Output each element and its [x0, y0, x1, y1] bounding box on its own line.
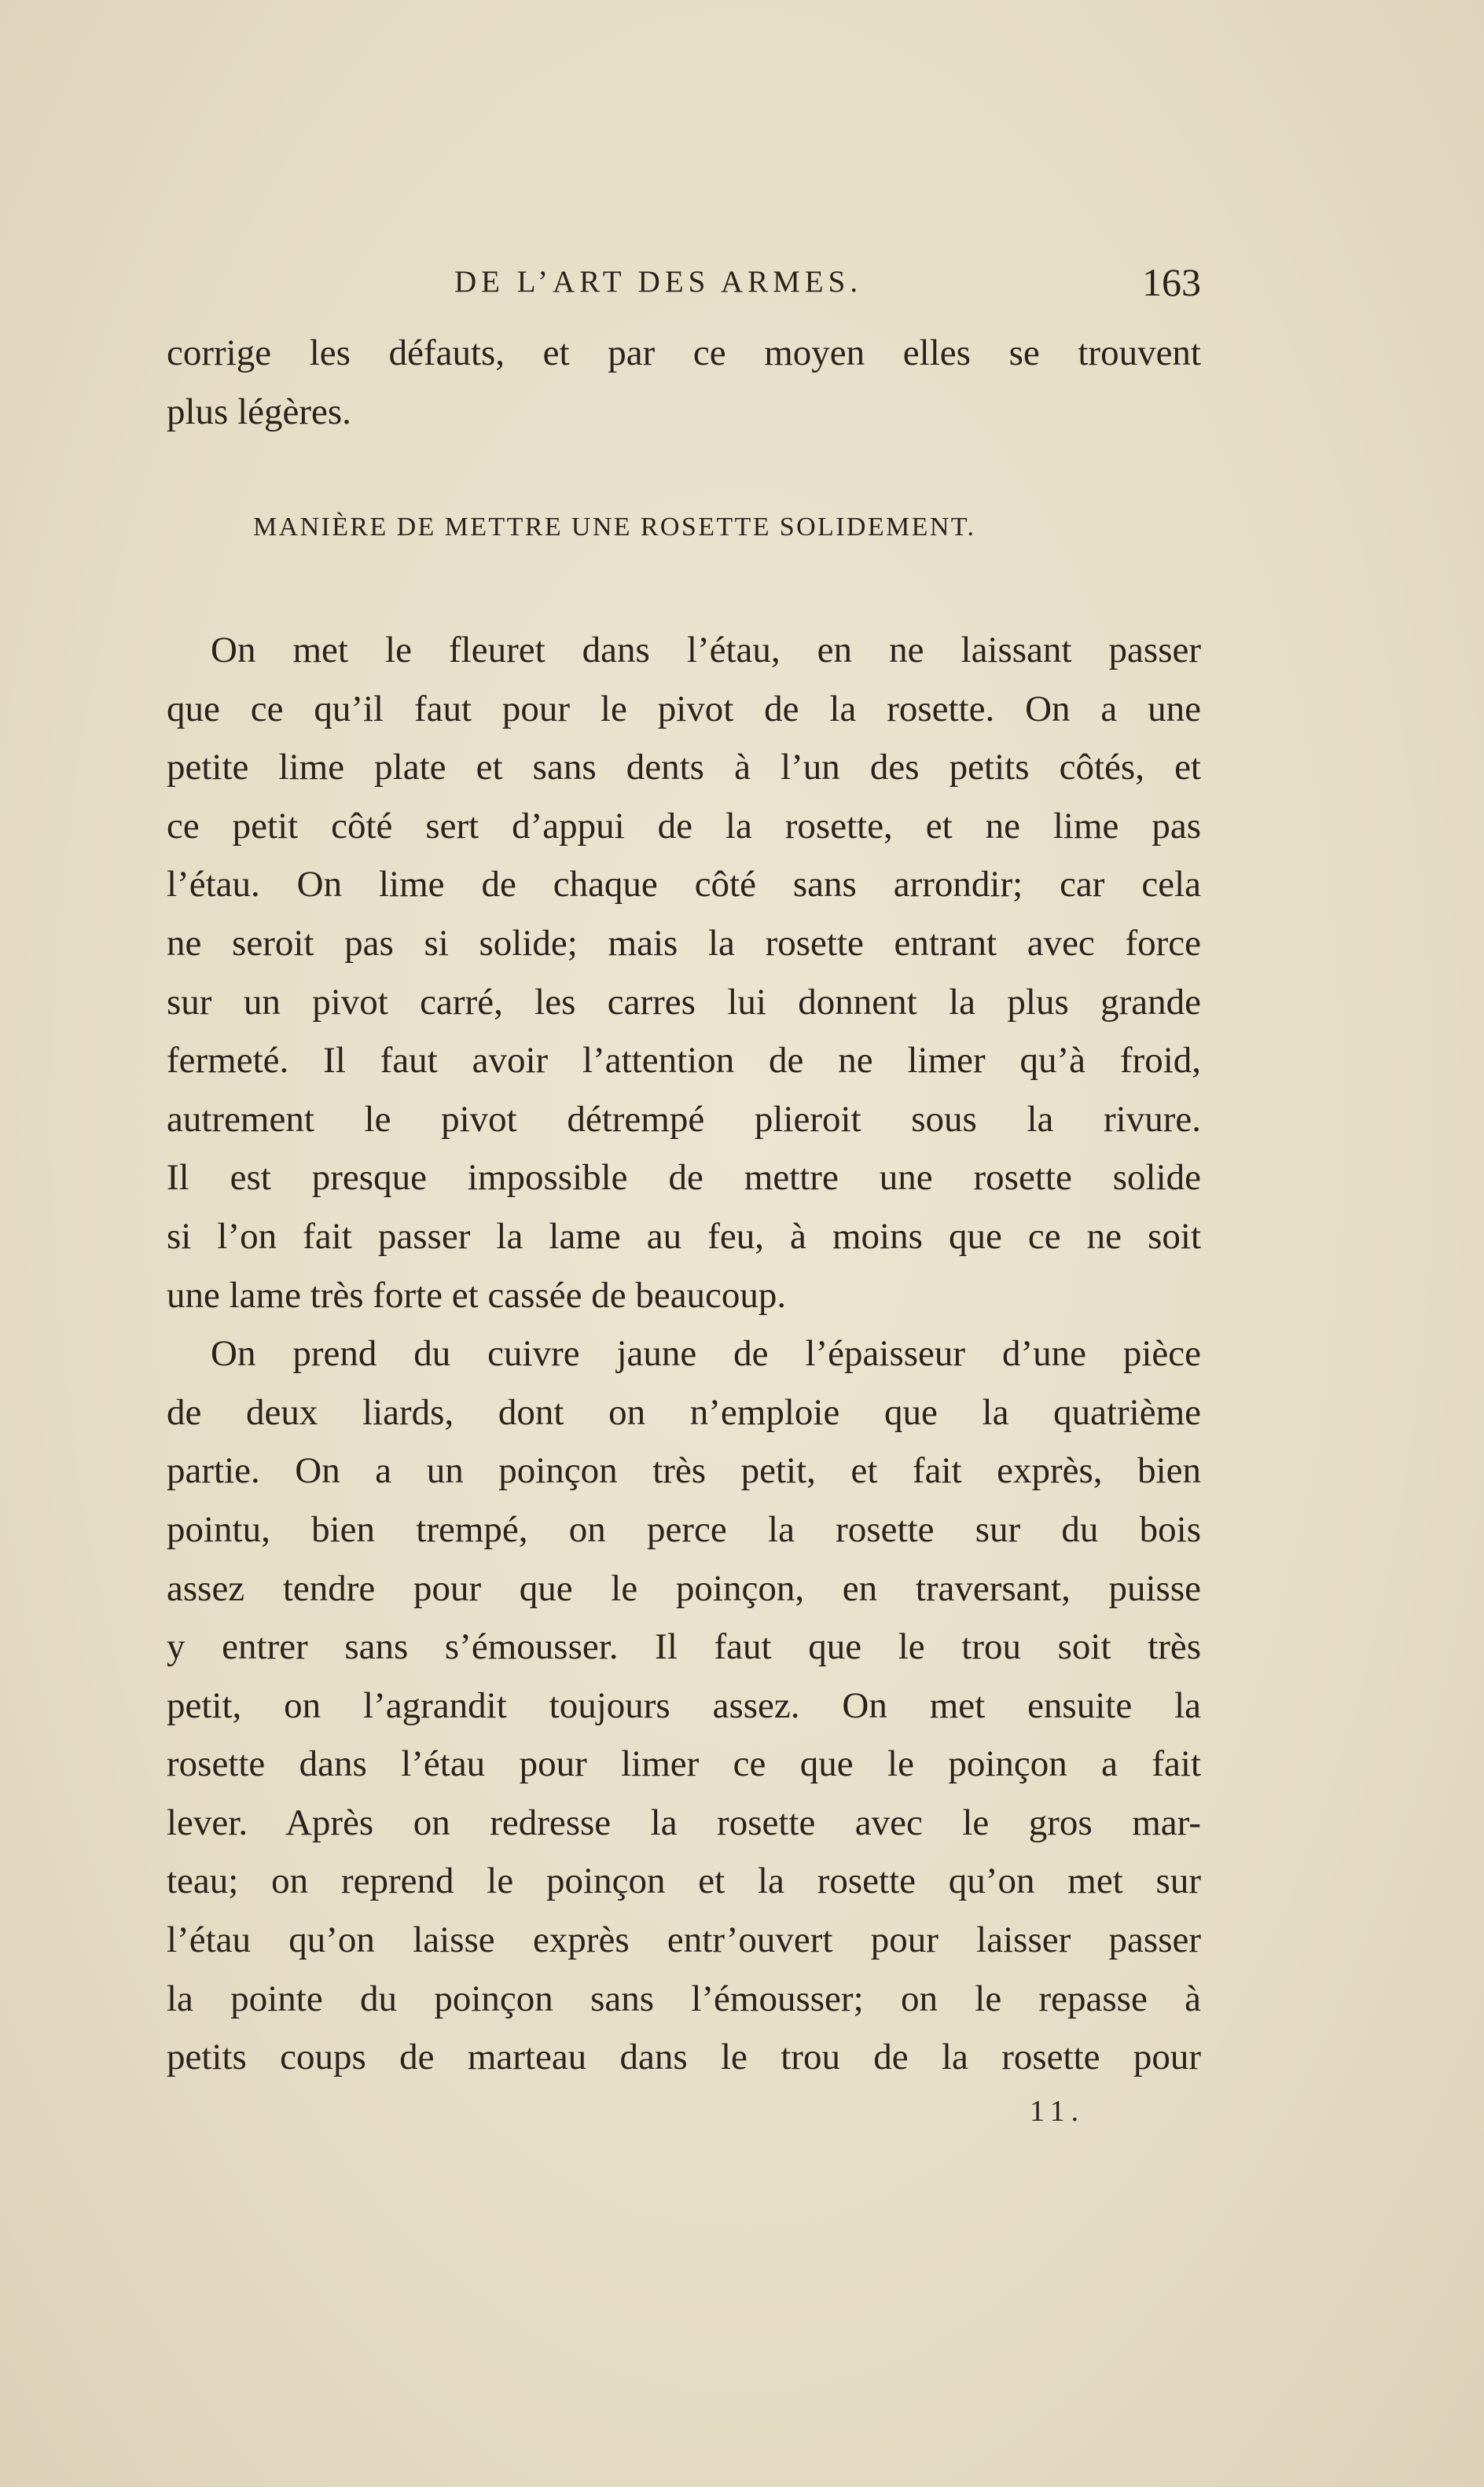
text-line: que ce qu’il faut pour le pivot de la rosette. On a une — [167, 688, 1201, 729]
continuation-text — [167, 324, 1201, 441]
text-line: plus légères. — [167, 391, 351, 432]
text-line: l’étau qu’on laisse exprès entr’ouvert pour laisser passer — [167, 1919, 1201, 1961]
text-line: On met le fleuret dans l’étau, en ne laissant passer — [211, 630, 1201, 670]
text-line: On prend du cuivre jaune de l’épaisseur d’une pièce — [211, 1333, 1201, 1375]
text-line: si l’on fait passer la lame au feu, à moins que ce ne soit — [167, 1215, 1201, 1257]
section-body — [167, 621, 1201, 2087]
text-line: partie. On a un poinçon très petit, et fait exprès, bien — [167, 1450, 1201, 1492]
page-header — [167, 260, 1201, 311]
text-line: autrement le pivot détrempé plieroit sous la rivure. — [167, 1098, 1201, 1140]
text-line: petite lime plate et sans dents à l’un des petits côtés, et — [167, 747, 1201, 788]
text-line: petits coups de marteau dans le trou de la rosette pour — [167, 2037, 1201, 2078]
text-line: pointu, bien trempé, on perce la rosette sur du bois — [167, 1508, 1201, 1550]
signature-mark: 11. — [1030, 2095, 1085, 2128]
text-line: assez tendre pour que le poinçon, en traversant, puisse — [167, 1567, 1201, 1609]
text-line: fermeté. Il faut avoir l’attention de ne limer qu’à froid, — [167, 1040, 1201, 1082]
text-line: sur un pivot carré, les carres lui donnent la plus grande — [167, 981, 1201, 1023]
section-heading: MANIÈRE DE METTRE UNE ROSETTE SOLIDEMENT. — [253, 512, 976, 542]
text-line: Il est presque impossible de mettre une rosette solide — [167, 1157, 1201, 1199]
text-line: teau; on reprend le poinçon et la rosette qu’on met sur — [167, 1861, 1201, 1902]
page-number: 163 — [1142, 260, 1201, 304]
text-line: rosette dans l’étau pour limer ce que le poinçon a fait — [167, 1743, 1201, 1785]
text-line: petit, on l’agrandit toujours assez. On met ensuite la — [167, 1684, 1201, 1726]
text-line: la pointe du poinçon sans l’émousser; on le repasse à — [167, 1978, 1201, 2019]
text-line: une lame très forte et cassée de beaucoup. — [167, 1274, 787, 1316]
text-line: lever. Après on redresse la rosette avec le gros mar- — [167, 1802, 1201, 1843]
text-line: de deux liards, dont on n’emploie que la quatrième — [167, 1391, 1201, 1433]
text-line: l’étau. On lime de chaque côté sans arrondir; car cela — [167, 864, 1201, 906]
text-line: ce petit côté sert d’appui de la rosette, et ne lime pas — [167, 805, 1201, 847]
running-title: DE L’ART DES ARMES. — [454, 265, 863, 299]
text-line: corrige les défauts, et par ce moyen elles se trouvent — [167, 332, 1201, 373]
text-line: ne seroit pas si solide; mais la rosette entrant avec force — [167, 922, 1201, 964]
text-line: y entrer sans s’émousser. Il faut que le trou soit très — [167, 1626, 1201, 1668]
